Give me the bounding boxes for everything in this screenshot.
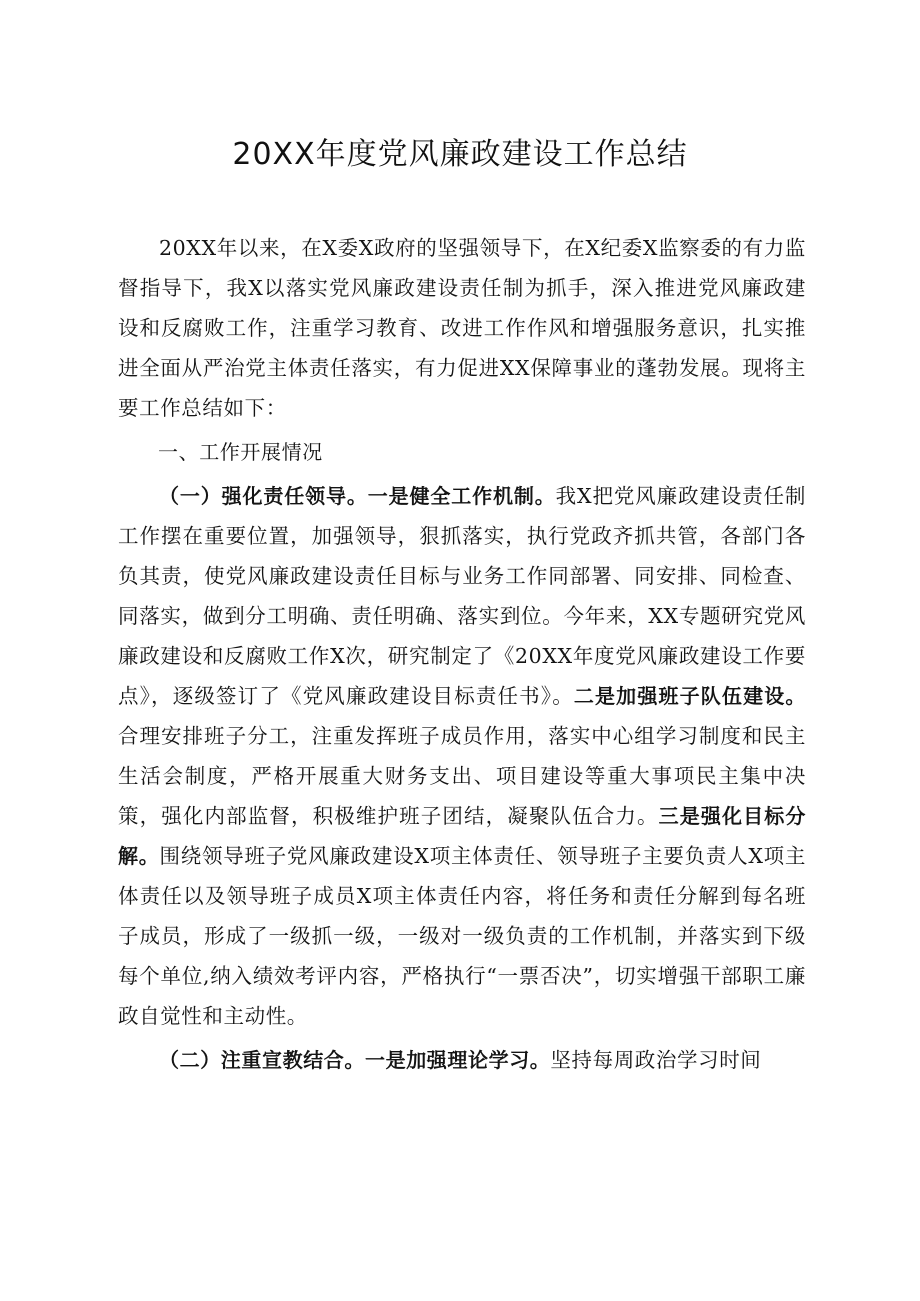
point-3-text: 围绕领导班子党风廉政建设X项主体责任、领导班子主要负责人X项主体责任以及领导班子成员X项主体责任内容，将任务和责任分解到每名班子成员，形成了一级抓一级，一级对一级负责的工作机制，并落实到下级每个单位,纳入绩效考评内容，严格执行“一票否决”，切实增强干部职工廉政自觉性和主动性。 xyxy=(118,844,806,1028)
document-body xyxy=(118,228,806,1080)
point-1-label: 一是健全工作机制。 xyxy=(367,484,556,508)
intro-paragraph: 20XX年以来，在X委X政府的坚强领导下，在X纪委X监察委的有力监督指导下，我X以落实党风廉政建设责任制为抓手，深入推进党风廉政建设和反腐败工作，注重学习教育、改进工作作风和增强服务意识，扎实推进全面从严治党主体责任落实，有力促进XX保障事业的蓬勃发展。现将主要工作总结如下： xyxy=(118,236,806,420)
subsection-1-paragraph xyxy=(118,476,806,1036)
subsection-2-label: （二）注重宣教结合。 xyxy=(159,1048,365,1072)
point-1-text: 我X把党风廉政建设责任制工作摆在重要位置，加强领导，狠抓落实，执行党政齐抓共管，各部门各负其责，使党风廉政建设责任目标与业务工作同部署、同安排、同检查、同落实，做到分工明确、责任明确、落实到位。今年来，XX专题研究党风廉政建设和反腐败工作X次，研究制定了《20XX年度党风廉政建设工作要点》，逐级签订了《党风廉政建设目标责任书》。 xyxy=(118,484,806,708)
subsection-2-point-1-text: 坚持每周政治学习时间 xyxy=(550,1048,762,1072)
point-2-label: 二是加强班子队伍建设。 xyxy=(573,684,806,708)
subsection-1-label: （一）强化责任领导。 xyxy=(159,484,368,508)
point-3-label: 三是强化目标分解。 xyxy=(118,804,806,868)
section-heading: 一、工作开展情况 xyxy=(158,440,323,464)
point-2-text: 合理安排班子分工，注重发挥班子成员作用，落实中心组学习制度和民主生活会制度，严格开展重大财务支出、项目建设等重大事项民主集中决策，强化内部监督，积极维护班子团结，凝聚队伍合力。 xyxy=(118,724,806,828)
document-title: 20XX年度党风廉政建设工作总结 xyxy=(232,137,688,172)
subsection-2-paragraph xyxy=(118,1040,806,1080)
subsection-2-point-1-label: 一是加强理论学习。 xyxy=(365,1048,551,1072)
